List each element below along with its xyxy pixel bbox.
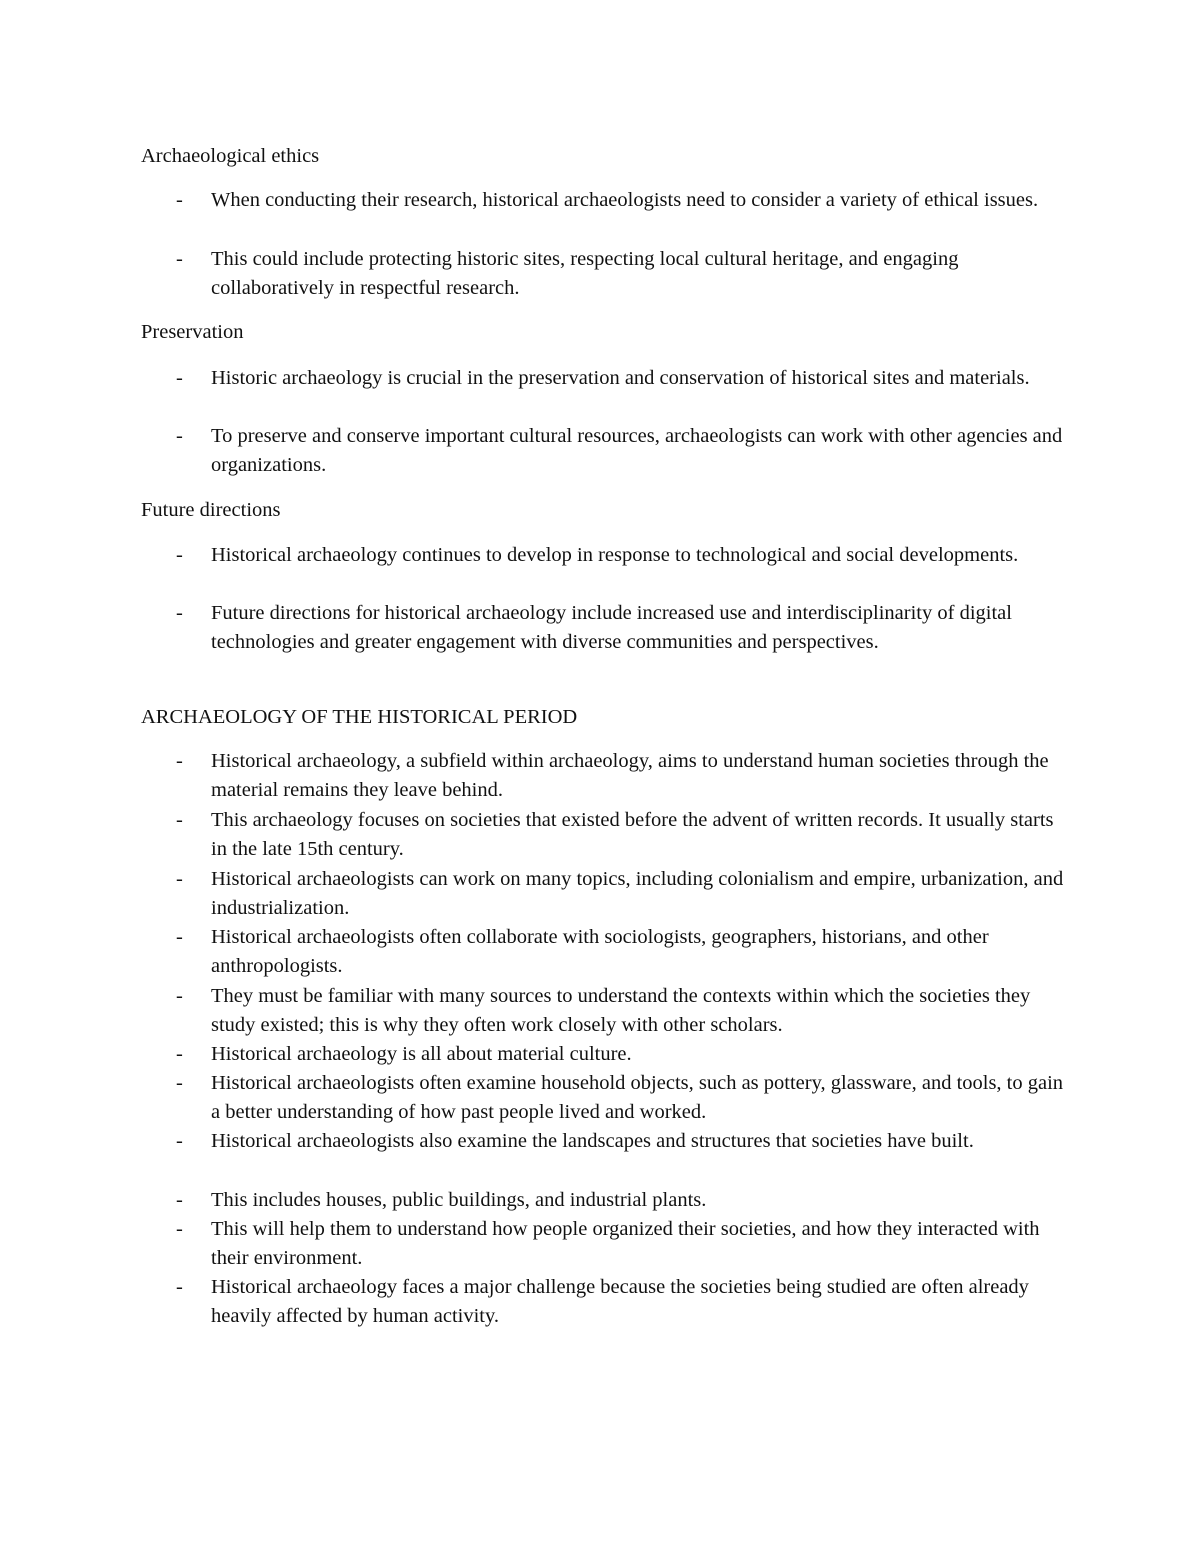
bullet-dash: - — [176, 750, 183, 772]
bullet-dash: - — [176, 985, 183, 1007]
list-item — [176, 364, 1066, 393]
bullet-dash: - — [176, 544, 183, 566]
list-item — [176, 245, 1066, 304]
bullet-dash: - — [176, 367, 183, 389]
list-item — [176, 982, 1066, 1041]
list-item-text: Historical archaeology, a subfield within archaeology, aims to understand human societies through the material remains they leave behind. — [211, 750, 1049, 802]
list-item — [176, 1040, 1066, 1069]
list-item-text: Historical archaeology continues to develop in response to technological and social developments. — [211, 544, 1019, 566]
list-item-text: Historical archaeologists can work on many topics, including colonialism and empire, urbanization, and industrialization. — [211, 868, 1064, 920]
list-item — [176, 541, 1066, 570]
section-heading-future-directions: Future directions — [141, 499, 281, 521]
bullet-dash: - — [176, 1218, 183, 1240]
list-item-text: This includes houses, public buildings, and industrial plants. — [211, 1189, 707, 1211]
bullet-dash: - — [176, 926, 183, 948]
bullet-dash: - — [176, 1072, 183, 1094]
list-item-text: Historical archaeology faces a major challenge because the societies being studied are often already heavily affected by human activity. — [211, 1276, 1029, 1328]
list-item-text: Historic archaeology is crucial in the preservation and conservation of historical sites and materials. — [211, 367, 1030, 389]
list-item-text: This will help them to understand how people organized their societies, and how they interacted with their environment. — [211, 1218, 1040, 1270]
list-item — [176, 1186, 1066, 1215]
list-item — [176, 186, 1066, 215]
list-item — [176, 747, 1066, 806]
bullet-dash: - — [176, 1276, 183, 1298]
bullet-dash: - — [176, 868, 183, 890]
bullet-dash: - — [176, 1189, 183, 1211]
list-item-text: When conducting their research, historical archaeologists need to consider a variety of ethical issues. — [211, 189, 1039, 211]
bullet-dash: - — [176, 809, 183, 831]
list-item — [176, 1127, 1066, 1156]
list-item — [176, 422, 1066, 481]
list-item — [176, 865, 1066, 924]
list-item-text: They must be familiar with many sources to understand the contexts within which the societies they study existed; this is why they often work closely with other scholars. — [211, 985, 1031, 1037]
section-heading-archaeology-of-the-historical-period: ARCHAEOLOGY OF THE HISTORICAL PERIOD — [141, 706, 578, 728]
list-item — [176, 923, 1066, 982]
list-item-text: This could include protecting historic sites, respecting local cultural heritage, and engaging collaboratively in respectful research. — [211, 248, 959, 300]
bullet-dash: - — [176, 189, 183, 211]
list-item-text: Historical archaeologists often collaborate with sociologists, geographers, historians, and other anthropologists. — [211, 926, 989, 978]
section-heading-archaeological-ethics: Archaeological ethics — [141, 145, 320, 167]
bullet-dash: - — [176, 1043, 183, 1065]
list-item-text: Historical archaeology is all about material culture. — [211, 1043, 632, 1065]
list-item-text: To preserve and conserve important cultural resources, archaeologists can work with other agencies and organizations. — [211, 425, 1063, 477]
list-item — [176, 599, 1066, 658]
list-item-text: Historical archaeologists often examine household objects, such as pottery, glassware, and tools, to gain a better understanding of how past people lived and worked. — [211, 1072, 1064, 1124]
list-item — [176, 1215, 1066, 1274]
section-heading-preservation: Preservation — [141, 321, 244, 343]
bullet-dash: - — [176, 1130, 183, 1152]
list-item — [176, 806, 1066, 865]
list-item-text: Future directions for historical archaeology include increased use and interdisciplinarity of digital technologies and greater engagement with diverse communities and perspectives. — [211, 602, 1012, 654]
bullet-dash: - — [176, 248, 183, 270]
bullet-dash: - — [176, 602, 183, 624]
list-item — [176, 1069, 1066, 1128]
list-item-text: This archaeology focuses on societies that existed before the advent of written records. It usually starts in the late 15th century. — [211, 809, 1054, 861]
list-item — [176, 1273, 1066, 1332]
list-item-text: Historical archaeologists also examine the landscapes and structures that societies have built. — [211, 1130, 974, 1152]
bullet-dash: - — [176, 425, 183, 447]
